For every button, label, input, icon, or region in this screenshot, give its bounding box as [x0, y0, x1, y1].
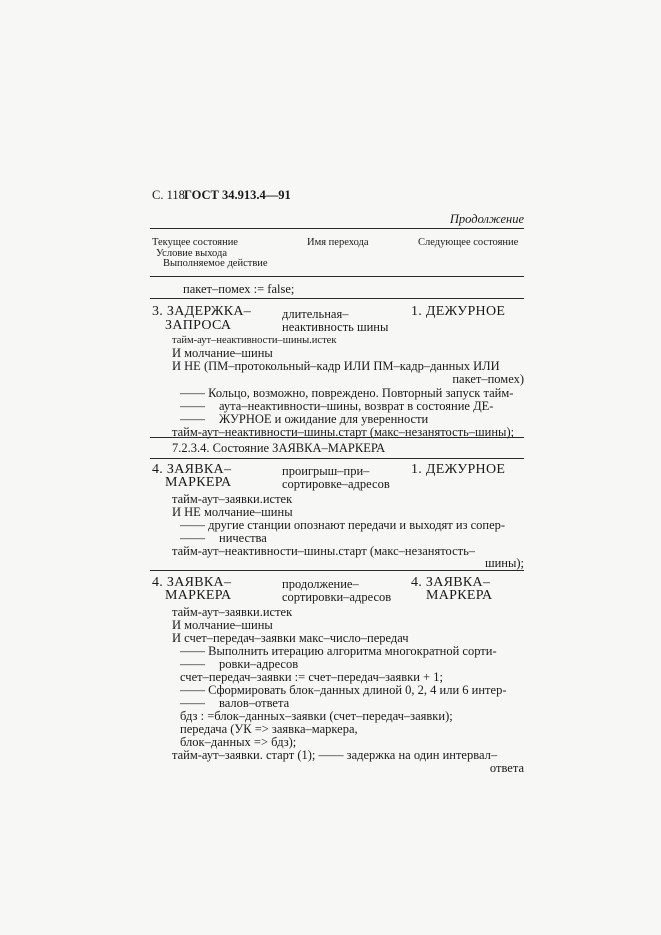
t4b-line: тайм-аут–заявки. старт (1); —— задержка на один интервал–	[172, 748, 498, 762]
t3-line: тайм-аут–неактивности–шины.старт (макс–незанятость–шины);	[172, 425, 515, 439]
t4b-next-state-line1: 4. ЗАЯВКА–	[411, 575, 491, 590]
standard-code: ГОСТ 34.913.4—91	[184, 188, 291, 202]
t4a-state-line2: МАРКЕРА	[165, 475, 232, 490]
t4b-line: ответа	[489, 761, 524, 775]
t3-state-line2: ЗАПРОСА	[165, 318, 232, 333]
rule-before-t4b	[150, 570, 524, 571]
header-current-state: Текущее состояние	[152, 237, 238, 248]
section-title: 7.2.3.4. Состояние ЗАЯВКА–МАРКЕРА	[172, 441, 386, 455]
t4a-line: И НЕ молчание–шины	[172, 505, 293, 519]
t4b-line: тайм-аут–заявки.истек	[172, 605, 293, 619]
t3-name-line2: неактивность шины	[282, 320, 389, 334]
t4b-line: —— Сформировать блок–данных длиной 0, 2, 4 или 6 интер-	[180, 683, 507, 697]
t4b-line: ровки–адресов	[219, 657, 299, 671]
rule-after-section	[150, 458, 524, 459]
t4b-line: ——	[180, 696, 205, 710]
t4b-line: передача (УК => заявка–маркера,	[180, 722, 358, 736]
t4b-state-line1: 4. ЗАЯВКА–	[152, 575, 232, 590]
rule-top	[150, 228, 524, 229]
header-transition-name: Имя перехода	[307, 237, 369, 248]
t4b-line: валов–ответа	[219, 696, 290, 710]
t4b-next-state-line2: МАРКЕРА	[426, 588, 493, 603]
t3-line: аута–неактивности–шины, возврат в состояние ДЕ-	[219, 399, 494, 413]
header-action: Выполняемое действие	[163, 258, 268, 269]
t4a-line: тайм-аут–неактивности–шины.старт (макс–незанятость–	[172, 544, 476, 558]
t4a-line: —— другие станции опознают передачи и выходят из сопер-	[180, 518, 506, 532]
t4b-state-line2: МАРКЕРА	[165, 588, 232, 603]
t4a-next-state: 1. ДЕЖУРНОЕ	[411, 462, 506, 477]
t3-line: И НЕ (ПМ–протокольный–кадр ИЛИ ПМ–кадр–данных ИЛИ	[172, 359, 500, 373]
t4a-line: тайм-аут–заявки.истек	[172, 492, 293, 506]
t4a-name-line1: проигрыш–при–	[282, 464, 370, 478]
t3-name-line1: длительная–	[282, 307, 349, 321]
t3-line: —— Кольцо, возможно, повреждено. Повторный запуск тайм-	[180, 386, 514, 400]
continuation-label: Продолжение	[449, 212, 524, 226]
page-number: С. 118	[152, 188, 185, 202]
t3-line: ЖУРНОЕ и ожидание для уверенности	[219, 412, 429, 426]
t4a-state-line1: 4. ЗАЯВКА–	[152, 462, 232, 477]
t3-line: пакет–помех)	[452, 372, 524, 386]
t4b-line: И счет–передач–заявки макс–число–передач	[172, 631, 409, 645]
t4b-line: ——	[180, 657, 205, 671]
header-exit-condition: Условие выхода	[156, 248, 227, 259]
t4b-line: счет–передач–заявки := счет–передач–заявки + 1;	[180, 670, 443, 684]
header-next-state: Следующее состояние	[418, 237, 519, 248]
rule-after-carryover	[150, 298, 524, 299]
t3-line: ——	[180, 399, 205, 413]
t4a-line: шины);	[484, 556, 524, 570]
t4b-line: И молчание–шины	[172, 618, 273, 632]
t4b-line: бдз : =блок–данных–заявки (счет–передач–заявки);	[180, 709, 453, 723]
t4a-name-line2: сортировке–адресов	[282, 477, 390, 491]
t4a-line: ничества	[219, 531, 267, 545]
t4b-line: блок–данных => бдз);	[180, 735, 297, 749]
t4a-line: ——	[180, 531, 205, 545]
t3-state-line1: 3. ЗАДЕРЖКА–	[152, 304, 252, 319]
rule-header	[150, 276, 524, 277]
t4b-name-line2: сортировки–адресов	[282, 590, 392, 604]
t3-next-state: 1. ДЕЖУРНОЕ	[411, 304, 506, 319]
t4b-line: —— Выполнить итерацию алгоритма многократной сорти-	[180, 644, 497, 658]
t3-line: тайм-аут–неактивности–шины.истек	[172, 335, 337, 346]
t3-line: ——	[180, 412, 205, 426]
rule-before-section	[150, 437, 524, 438]
carryover-action: пакет–помех := false;	[183, 282, 295, 296]
t3-line: И молчание–шины	[172, 346, 273, 360]
t4b-name-line1: продолжение–	[282, 577, 359, 591]
